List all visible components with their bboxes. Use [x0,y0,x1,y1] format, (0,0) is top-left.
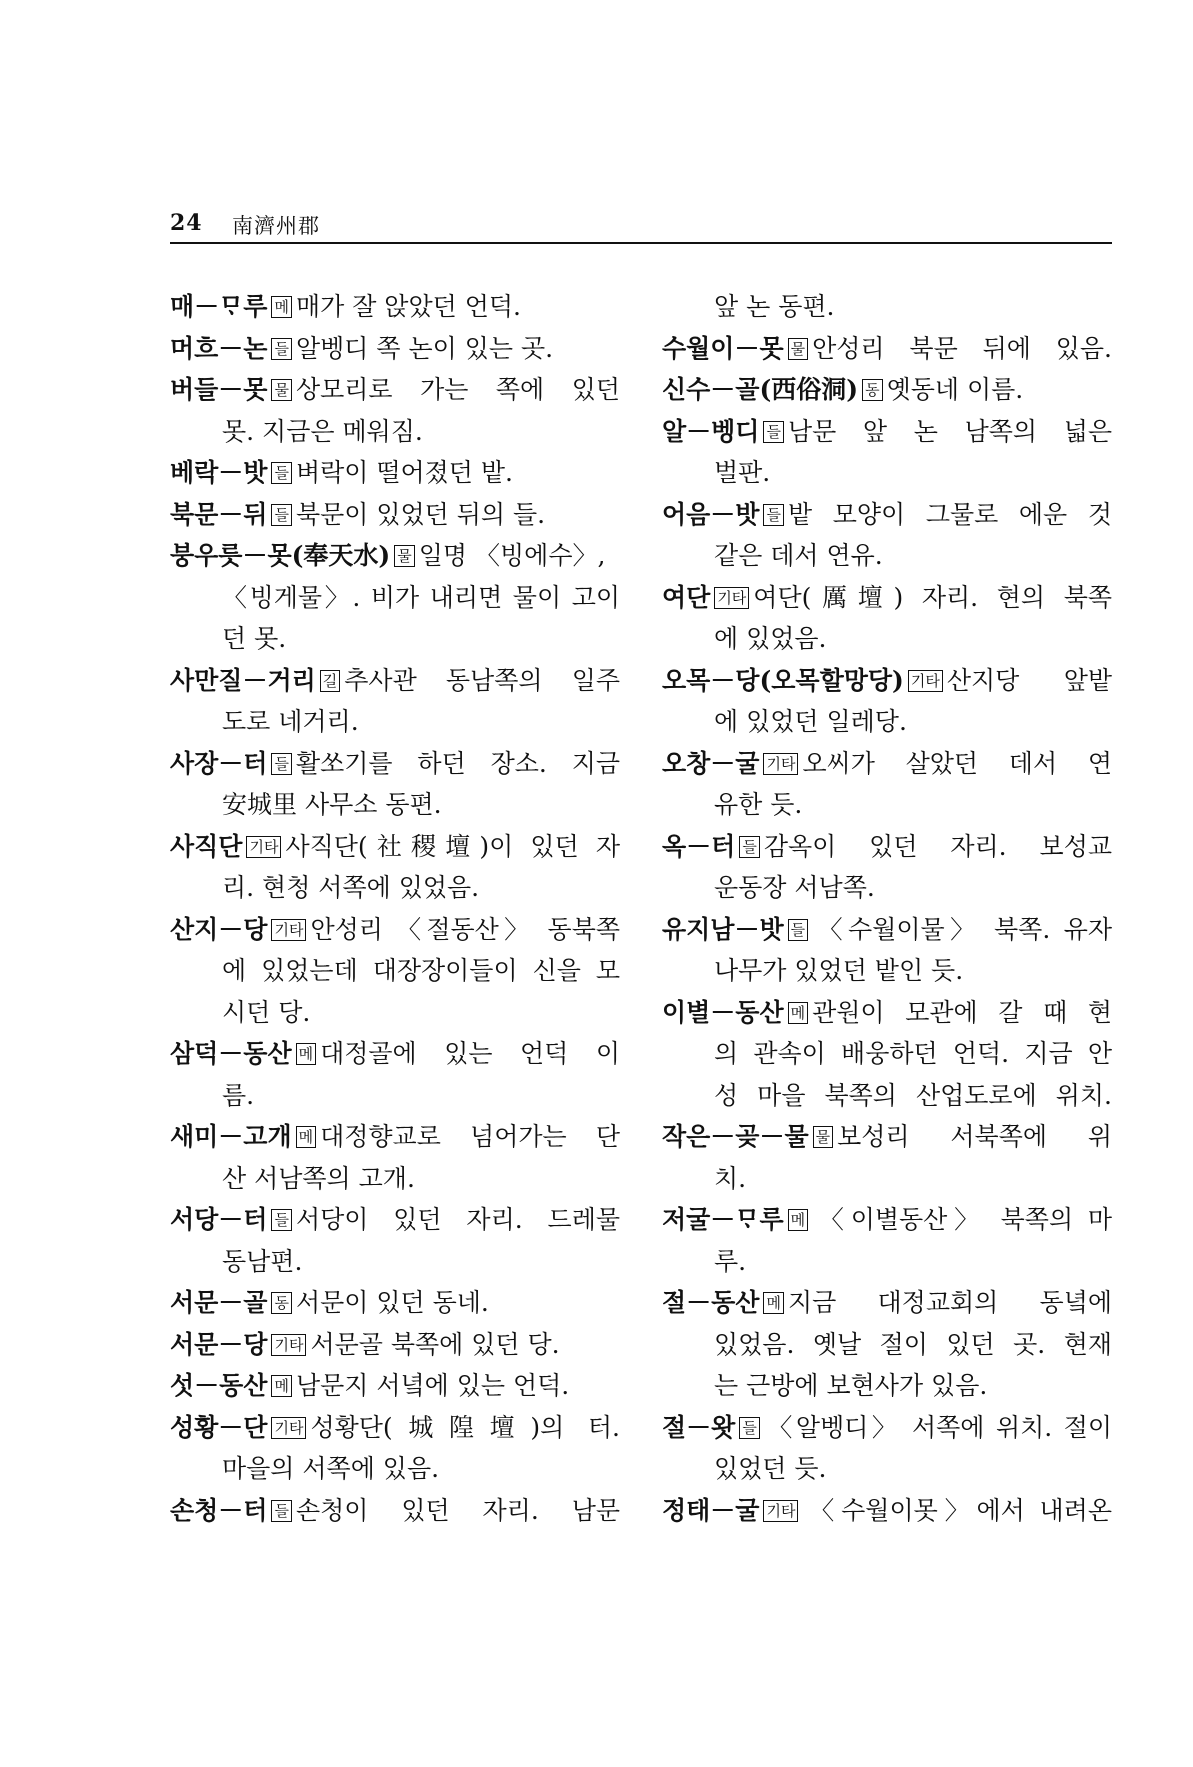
entry-text: 북문이 있었던 뒤의 들. [295,499,546,529]
category-tag: 기타 [714,587,749,609]
entry-text: 던 못. [222,624,287,653]
category-tag: 메 [271,296,292,318]
entry-text: 벌판. [714,458,771,487]
category-tag: 물 [813,1126,834,1148]
entry-text: 있었던 듯. [714,1454,827,1483]
entry-text: 에 있었던 일레당. [714,707,907,736]
entry-text: 남문지 서녘에 있는 언덕. [295,1371,570,1400]
category-tag: 기타 [271,1417,306,1439]
entry-text: 매가 잘 앉았던 언덕. [295,292,521,321]
entry-text: 알벵디 쪽 논이 있는 곳. [295,333,554,363]
entry-headword: 붕우릇－못(奉天水) [170,541,391,570]
entry-text: 못. 지금은 메워짐. [222,416,423,446]
category-tag: 메 [271,1375,292,1397]
entry-text: 오씨가 살았던 데서 연 [802,748,1112,778]
entry-headword: 정태－굴 [662,1495,760,1525]
entry-text: 리. 현청 서쪽에 있었음. [222,873,480,902]
entry-text: 나무가 있었던 밭인 듯. [714,956,964,985]
entry-text: 에 있었는데 대장장이들이 신을 모 [222,956,620,985]
entry-text: 안성리 북문 뒤에 있음. [812,333,1112,363]
entry-text: 보성리 서북쪽에 위 [837,1122,1112,1151]
category-tag: 물 [394,545,415,567]
entry-headword: 섯－동산 [170,1371,268,1400]
entry-text: 활쏘기를 하던 장소. 지금 [295,748,620,778]
entry-line [662,577,1112,619]
entry-text: 동남편. [222,1246,303,1276]
entry-text: 상모리로 가는 쪽에 있던 [295,375,620,404]
entry-text: 같은 데서 연유. [714,541,883,570]
entry-text: 벼락이 떨어졌던 밭. [295,458,513,487]
entry-headword: 어음－밧 [662,499,760,529]
entry-text: 대정골에 있는 언덕 이 [320,1039,620,1068]
entry-headword: 머흐－논 [170,333,268,363]
entry-text: 운동장 서남쪽. [714,873,875,902]
left-column [170,286,620,1531]
entry-text: 남문 앞 논 남쪽의 넓은 [787,416,1112,446]
entry-headword: 북문－뒤 [170,499,268,529]
entry-headword: 새미－고개 [170,1122,292,1151]
entry-text: 에 있었음. [714,624,827,653]
entry-text: 유한 듯. [714,790,803,819]
entry-line [170,743,620,785]
category-tag: 메 [788,1002,809,1024]
entry-continuation-line [662,1324,1112,1366]
entry-line [662,1490,1112,1532]
entry-text: 시던 당. [222,997,311,1027]
category-tag: 기타 [271,1334,306,1356]
entry-text: 산 서남쪽의 고개. [222,1163,415,1193]
entry-continuation-line [662,535,1112,577]
category-tag: 들 [271,504,292,526]
entry-headword: 서당－터 [170,1205,268,1234]
entry-line [662,826,1112,868]
entry-headword: 수월이－못 [662,333,784,363]
entry-continuation-line [662,867,1112,909]
entry-headword: 절－왓 [662,1412,736,1442]
entry-line [170,1407,620,1449]
entry-text: 〈빙게물〉. 비가 내리면 물이 고이 [222,582,620,612]
entry-text: 는 근방에 보현사가 있음. [714,1371,988,1400]
entry-continuation-line [170,1448,620,1490]
category-tag: 메 [296,1043,317,1065]
entry-headword: 오목－당(오목할망당) [662,665,904,695]
entry-continuation-line [170,577,620,619]
entry-text: 옛동네 이름. [886,375,1024,404]
category-tag: 들 [271,1209,292,1231]
entry-line [170,452,620,494]
entry-text: 지금 대정교회의 동녘에 [787,1288,1112,1317]
entry-continuation-line [662,1158,1112,1200]
entry-continuation-line [662,1241,1112,1283]
entry-text: 성황단(城隍壇)의 터. [310,1412,620,1442]
entry-line [662,992,1112,1034]
entry-continuation-line [170,618,620,660]
entry-line [170,494,620,536]
entry-text: 안성리 〈절동산〉 동북쪽 [310,914,620,944]
entry-text: 사직단(社稷壇)이 있던 자 [285,831,620,861]
entry-continuation-line [662,1448,1112,1490]
entry-continuation-line [662,618,1112,660]
entry-line [170,1490,620,1532]
entry-text: 대정향교로 넘어가는 단 [320,1122,620,1151]
entry-text: 서당이 있던 자리. 드레물 [295,1205,620,1234]
entry-text: 추사관 동남쪽의 일주 [344,665,620,695]
entry-text: 성 마을 북쪽의 산업도로에 위치. [714,1080,1112,1110]
entry-text: 서문이 있던 동네. [295,1288,489,1317]
entry-text: 관원이 모관에 갈 때 현 [812,997,1112,1027]
entry-headword: 여단 [662,582,711,612]
category-tag: 메 [763,1292,784,1314]
entry-headword: 작은－곶－물 [662,1122,809,1151]
entry-text: 여단(厲壇) 자리. 현의 북쪽 [753,582,1112,612]
category-tag: 들 [739,1417,760,1439]
entry-headword: 유지남－밧 [662,914,784,944]
entry-line [662,411,1112,453]
entry-line [170,660,620,702]
category-tag: 기타 [271,919,306,941]
entry-line [170,1324,620,1366]
entry-headword: 신수－골(西俗洞) [662,375,859,404]
entry-headword: 손청－터 [170,1495,268,1525]
entry-headword: 저굴－ᄆᆞ루 [662,1205,784,1234]
entry-text: 의 관속이 배웅하던 언덕. 지금 안 [714,1039,1112,1068]
book-title: 南濟州郡 [232,214,320,238]
entry-headword: 알－벵디 [662,416,760,446]
entry-text: 있었음. 옛날 절이 있던 곳. 현재 [714,1329,1112,1359]
entry-headword: 이별－동산 [662,997,784,1027]
entry-headword: 삼덕－동산 [170,1039,292,1068]
entry-line [170,1033,620,1075]
entry-continuation-line [662,784,1112,826]
entry-line [170,1116,620,1158]
entry-continuation-line [662,452,1112,494]
entry-headword: 오창－굴 [662,748,760,778]
category-tag: 메 [788,1209,809,1231]
entry-continuation-line [170,1158,620,1200]
entry-continuation-line [170,411,620,453]
entry-continuation-line [662,286,1112,328]
entry-continuation-line [170,1241,620,1283]
entry-continuation-line [170,992,620,1034]
entry-text: 〈이별동산〉 북쪽의 마 [812,1205,1112,1234]
category-tag: 기타 [246,836,281,858]
entry-text: 〈알벵디〉 서쪽에 위치. 절이 [763,1412,1112,1442]
category-tag: 들 [271,1500,292,1522]
entry-line [170,328,620,370]
entry-line [170,1282,620,1324]
category-tag: 메 [296,1126,317,1148]
entry-line [662,1407,1112,1449]
entry-continuation-line [170,701,620,743]
entry-text: 〈수월이물〉 북쪽. 유자 [812,914,1112,944]
entry-continuation-line [170,1075,620,1117]
entry-headword: 사장－터 [170,748,268,778]
entry-continuation-line [662,1365,1112,1407]
category-tag: 물 [271,379,292,401]
category-tag: 동 [862,379,883,401]
entry-line [662,1199,1112,1241]
category-tag: 들 [271,462,292,484]
entry-line [662,660,1112,702]
entry-headword: 옥－터 [662,831,736,861]
category-tag: 기타 [763,1500,798,1522]
category-tag: 길 [320,670,341,692]
entry-headword: 성황－단 [170,1412,268,1442]
category-tag: 물 [788,338,809,360]
entry-line [170,909,620,951]
entry-line [662,369,1112,411]
entry-continuation-line [662,1033,1112,1075]
entry-headword: 산지－당 [170,914,268,944]
category-tag: 들 [271,753,292,775]
entry-text: 일명 〈빙에수〉, [418,541,606,570]
entry-text: 安城里 사무소 동편. [222,790,442,819]
entry-continuation-line [170,784,620,826]
category-tag: 동 [271,1292,292,1314]
entry-continuation-line [170,867,620,909]
entry-text: 름. [222,1080,255,1110]
entry-headword: 베락－밧 [170,458,268,487]
entry-line [662,1116,1112,1158]
entry-headword: 서문－골 [170,1288,268,1317]
entry-line [170,286,620,328]
right-column [662,286,1112,1531]
entry-text: 서문골 북쪽에 있던 당. [310,1329,560,1359]
category-tag: 들 [763,504,784,526]
entry-headword: 서문－당 [170,1329,268,1359]
page-header [170,208,1112,244]
entry-text: 마을의 서쪽에 있음. [222,1454,440,1483]
entry-line [662,328,1112,370]
entry-line [170,369,620,411]
entry-text: 감옥이 있던 자리. 보성교 [763,831,1112,861]
entry-headword: 사직단 [170,831,243,861]
entry-text: 〈수월이못〉에서 내려온 [802,1495,1112,1525]
entry-line [170,1199,620,1241]
entry-text: 루. [714,1246,747,1276]
category-tag: 들 [788,919,809,941]
entry-line [170,826,620,868]
entry-text: 밭 모양이 그물로 에운 것 [787,499,1112,529]
category-tag: 들 [271,338,292,360]
entry-headword: 사만질－거리 [170,665,316,695]
entry-continuation-line [662,950,1112,992]
entry-continuation-line [662,701,1112,743]
entry-headword: 버들－못 [170,375,268,404]
entry-continuation-line [662,1075,1112,1117]
page-number: 24 [170,210,203,236]
entry-line [170,1365,620,1407]
entry-headword: 매－ᄆᆞ루 [170,292,268,321]
category-tag: 기타 [763,753,798,775]
entry-text: 손청이 있던 자리. 남문 [295,1495,620,1525]
entry-line [170,535,620,577]
entry-text: 산지당 앞밭 [946,665,1112,695]
entry-text: 앞 논 동편. [714,292,835,321]
entry-headword: 절－동산 [662,1288,760,1317]
entry-text: 치. [714,1163,747,1193]
entry-text: 도로 네거리. [222,707,359,736]
entry-line [662,1282,1112,1324]
entry-continuation-line [170,950,620,992]
category-tag: 들 [739,836,760,858]
category-tag: 기타 [908,670,943,692]
entry-line [662,743,1112,785]
entry-line [662,494,1112,536]
category-tag: 들 [763,421,784,443]
entry-line [662,909,1112,951]
